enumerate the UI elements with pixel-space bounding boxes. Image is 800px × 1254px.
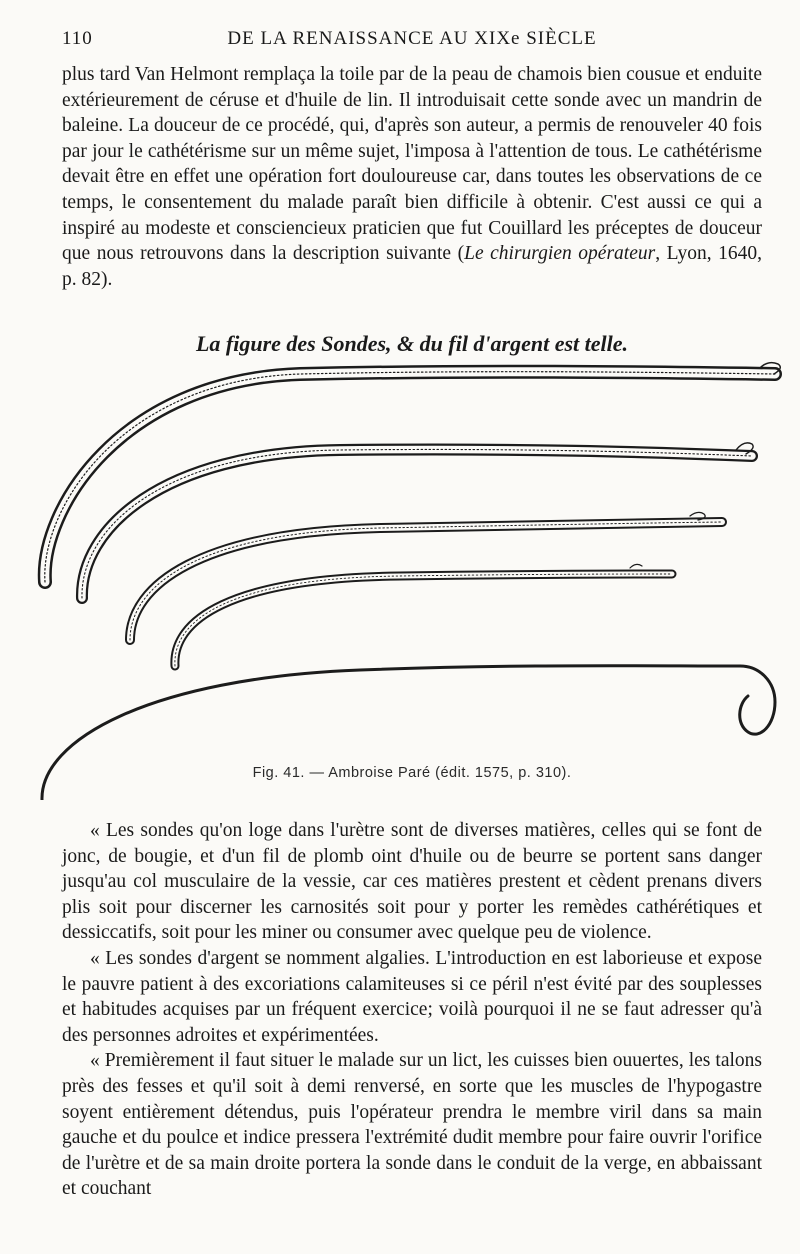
paragraph-text: plus tard Van Helmont remplaça la toile par de la peau de chamois bien cousue et enduite extérieurement de céruse et d'huile de lin. Il introduisait cette sonde avec un mandrin de baleine. La douceur de ce procédé, qui, d'après son auteur, a permis de renouveler 40 fois par jour le cathétérisme sur un même sujet, l'imposa à l'attention de tous. Le cathétérisme devait être en effet une opération fort douloureuse car, dans toutes les observations de ce temps, le consentement du malade paraît bien difficile à obtenir. C'est aussi ce qui a inspiré au modeste et consciencieux praticien que fut Couillard les préceptes de douceur que nous retrouvons dans la description suivante ( <box>62 64 762 265</box>
body-text-bottom <box>62 818 762 1202</box>
paragraph: « Premièrement il faut situer le malade sur un lict, les cuisses bien ouuertes, les talons près des fesses et qu'il soit à demi renversé, en sorte que les muscles de l'hypogastre soyent entièrement détendus, puis l'opérateur prendra le membre viril dans sa main gauche et du poulce et indice pressera l'extrémité dudit membre pour faire ouvrir l'orifice de l'urètre et de sa main droite portera la sonde dans le conduit de la verge, en abbaissant et couchant <box>62 1050 762 1200</box>
citation-title: Le chirurgien opérateur <box>464 243 656 265</box>
page-number: 110 <box>62 28 93 49</box>
body-text-top <box>62 62 762 292</box>
figure-caption: Fig. 41. — Ambroise Paré (édit. 1575, p. 310). <box>252 765 572 781</box>
paragraph <box>62 62 762 292</box>
sonde-4-drawing <box>175 564 672 666</box>
paragraph: « Les sondes d'argent se nomment algalies. L'introduction en est laborieuse et expose le pauvre patient à des excoriations calamiteuses si ce péril n'est évité par des souplesses et habitudes acquises par un fréquent exercice; voilà pourquoi il ne se faut adresser qu'à des personnes adroites et expérimentées. <box>62 947 762 1046</box>
sonde-1-drawing <box>45 363 780 582</box>
figure-title: La figure des Sondes, & du fil d'argent est telle. <box>195 331 629 356</box>
page-header <box>62 24 762 54</box>
running-title: DE LA RENAISSANCE AU XIXe SIÈCLE <box>227 28 597 49</box>
citation-rest: , Lyon, 1640, p. 82). <box>62 243 762 290</box>
figure-sondes-illustration <box>0 360 800 800</box>
paragraph: « Les sondes qu'on loge dans l'urètre sont de diverses matières, celles qui se font de jonc, de bougie, et d'un fil de plomb oint d'huile ou de beurre se portent sans danger jusqu'au col musculaire de la vessie, car ces matières prestent et cèdent prenans divers plis soit pour discerner les carnosités soit pour y porter les remèdes cathérétiques et dessiccatifs, soit pour les miner ou consumer avec quelque peu de violence. <box>62 820 762 944</box>
